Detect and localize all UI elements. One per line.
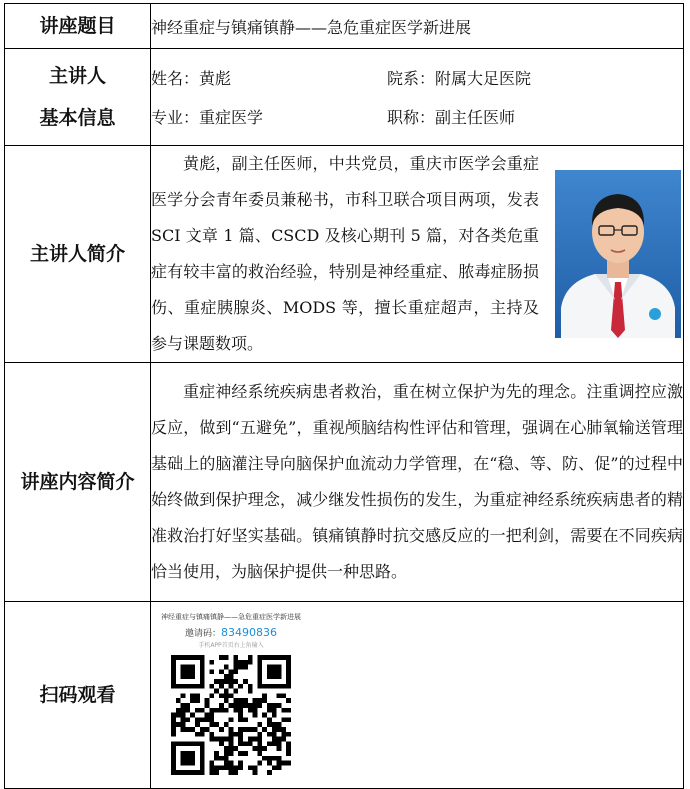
invite-code-line: [157, 626, 305, 639]
invite-hint: 手机APP首页右上角输入: [198, 641, 264, 649]
qr-card: [157, 612, 305, 779]
speaker-basic-label-line2: 基本信息: [39, 107, 116, 129]
speaker-basic-cell: [151, 49, 684, 146]
speaker-bio-label: 主讲人简介: [5, 146, 151, 363]
speaker-photo: [555, 170, 681, 338]
speaker-name: 姓名：黄彪: [151, 69, 232, 88]
speaker-bio-text: 黄彪，副主任医师，中共党员，重庆市医学会重症医学分会青年委员兼秘书，市科卫联合项目两项，发表SCI 文章 1 篇、CSCD 及核心期刊 5 篇，对各类危重症有较丰富的救治经验，特别是神经重症、脓毒症肠损伤、重症胰腺炎、MODS 等，擅长重症超声，主持及参与课题数项。: [151, 154, 539, 353]
speaker-bio-row: [5, 146, 684, 363]
scan-row: [5, 602, 684, 789]
speaker-bio-cell: [151, 146, 684, 363]
speaker-basic-row: [5, 49, 684, 146]
speaker-basic-label: [5, 49, 151, 146]
title-row: [5, 4, 684, 49]
speaker-title: 职称：副主任医师: [387, 108, 516, 127]
scan-cell: [151, 602, 684, 789]
speaker-major: 专业：重症医学: [151, 108, 264, 127]
lecture-title-label: 讲座题目: [5, 4, 151, 49]
lecture-content-text: 重症神经系统疾病患者救治，重在树立保护为先的理念。注重调控应激反应，做到“五避免”，重视颅脑结构性评估和管理，强调在心肺氧输送管理基础上的脑灌注导向脑保护血流动力学管理，在“稳、等、防、促”的过程中始终做到保护理念，减少继发性损伤的发生，为重症神经系统疾病患者的精准救治打好坚实基础。镇痛镇静时抗交感反应的一把利剑，需要在不同疾病恰当使用，为脑保护提供一种思路。: [151, 382, 683, 581]
lecture-content-label: 讲座内容简介: [5, 363, 151, 602]
invite-code: 83490836: [221, 625, 277, 639]
invite-code-label: 邀请码：: [184, 628, 221, 639]
lecture-content-cell: [151, 363, 684, 602]
lecture-title-value: 神经重症与镇痛镇静——急危重症医学新进展: [151, 4, 684, 49]
qr-code[interactable]: [171, 655, 291, 775]
speaker-department: 院系：附属大足医院: [387, 69, 532, 88]
lecture-info-table: [4, 3, 684, 789]
speaker-portrait-image: [555, 170, 681, 338]
qr-caption: 神经重症与镇痛镇静——急危重症医学新进展: [161, 612, 301, 621]
speaker-basic-label-line1: 主讲人: [48, 65, 106, 87]
lecture-content-row: [5, 363, 684, 602]
scan-label: 扫码观看: [5, 602, 151, 789]
